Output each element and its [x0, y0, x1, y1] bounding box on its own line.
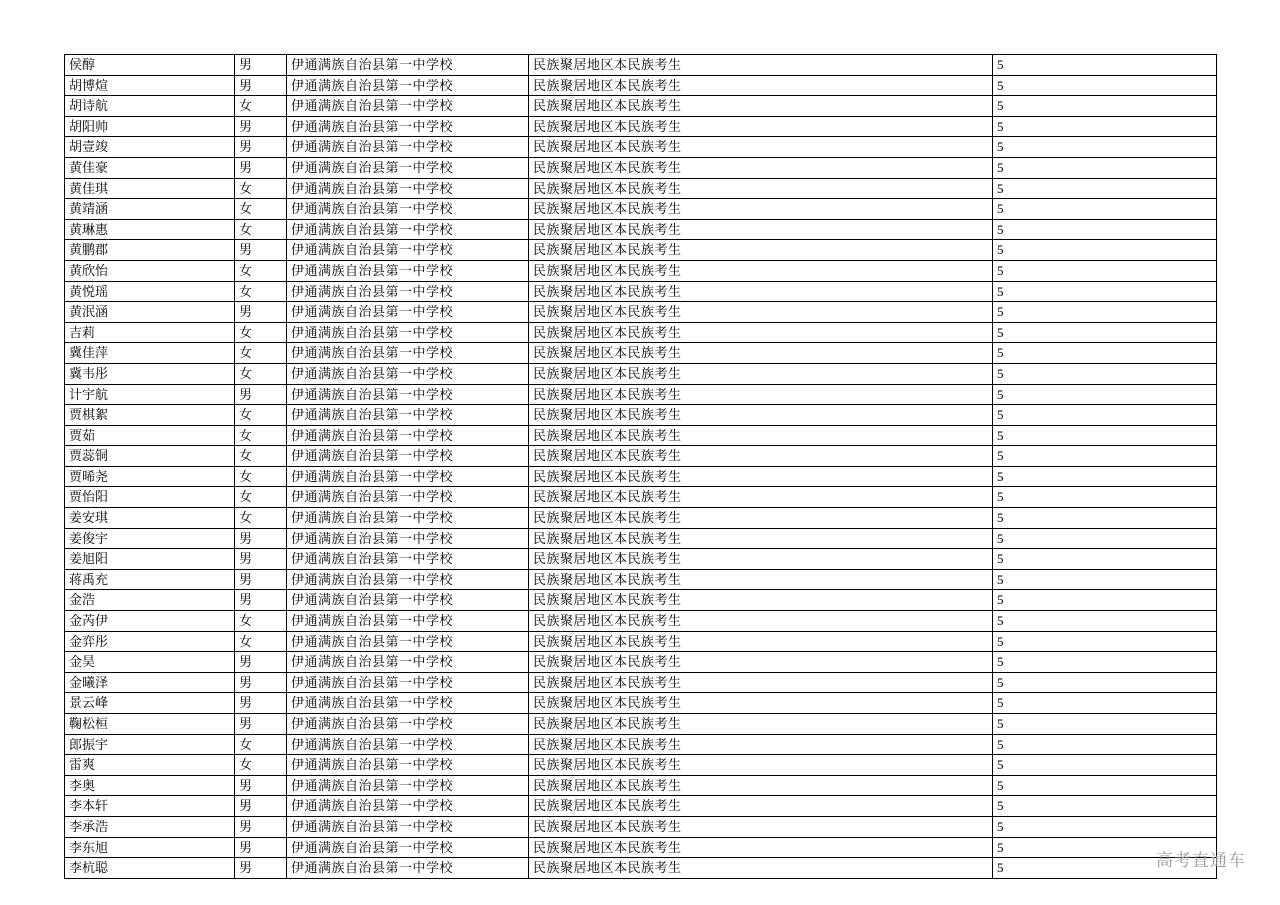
table-row [65, 322, 1217, 343]
cell-bonus-score: 5 [993, 714, 1217, 735]
cell-student-name: 黄欣怡 [65, 260, 235, 281]
cell-student-name: 李奥 [65, 775, 235, 796]
cell-student-name: 黄佳豪 [65, 157, 235, 178]
table-row [65, 672, 1217, 693]
cell-bonus-score: 5 [993, 219, 1217, 240]
cell-qualification-type: 民族聚居地区本民族考生 [529, 672, 993, 693]
cell-school: 伊通满族自治县第一中学校 [287, 549, 529, 570]
cell-student-name: 李东旭 [65, 837, 235, 858]
cell-gender: 男 [235, 569, 287, 590]
cell-gender: 女 [235, 466, 287, 487]
table-row [65, 590, 1217, 611]
cell-bonus-score: 5 [993, 260, 1217, 281]
cell-school: 伊通满族自治县第一中学校 [287, 405, 529, 426]
cell-student-name: 景云峰 [65, 693, 235, 714]
cell-student-name: 黄悦瑶 [65, 281, 235, 302]
cell-student-name: 黄靖涵 [65, 199, 235, 220]
table-row [65, 446, 1217, 467]
table-row [65, 219, 1217, 240]
cell-bonus-score: 5 [993, 405, 1217, 426]
cell-bonus-score: 5 [993, 178, 1217, 199]
cell-student-name: 侯醇 [65, 55, 235, 76]
cell-bonus-score: 5 [993, 199, 1217, 220]
cell-student-name: 金曦泽 [65, 672, 235, 693]
cell-student-name: 金芮伊 [65, 611, 235, 632]
cell-qualification-type: 民族聚居地区本民族考生 [529, 508, 993, 529]
cell-qualification-type: 民族聚居地区本民族考生 [529, 837, 993, 858]
table-row [65, 75, 1217, 96]
cell-school: 伊通满族自治县第一中学校 [287, 487, 529, 508]
cell-qualification-type: 民族聚居地区本民族考生 [529, 260, 993, 281]
cell-qualification-type: 民族聚居地区本民族考生 [529, 157, 993, 178]
table-row [65, 693, 1217, 714]
cell-student-name: 金昊 [65, 652, 235, 673]
cell-bonus-score: 5 [993, 508, 1217, 529]
cell-bonus-score: 5 [993, 363, 1217, 384]
cell-student-name: 姜俊宇 [65, 528, 235, 549]
cell-gender: 女 [235, 281, 287, 302]
table-row [65, 508, 1217, 529]
table-row [65, 96, 1217, 117]
cell-student-name: 胡壹竣 [65, 137, 235, 158]
cell-bonus-score: 5 [993, 55, 1217, 76]
table-row [65, 734, 1217, 755]
cell-bonus-score: 5 [993, 611, 1217, 632]
cell-qualification-type: 民族聚居地区本民族考生 [529, 652, 993, 673]
cell-student-name: 蒋禹充 [65, 569, 235, 590]
cell-school: 伊通满族自治县第一中学校 [287, 528, 529, 549]
cell-bonus-score: 5 [993, 116, 1217, 137]
cell-school: 伊通满族自治县第一中学校 [287, 508, 529, 529]
cell-school: 伊通满族自治县第一中学校 [287, 796, 529, 817]
cell-bonus-score: 5 [993, 343, 1217, 364]
cell-bonus-score: 5 [993, 590, 1217, 611]
cell-qualification-type: 民族聚居地区本民族考生 [529, 405, 993, 426]
cell-school: 伊通满族自治县第一中学校 [287, 569, 529, 590]
cell-school: 伊通满族自治县第一中学校 [287, 425, 529, 446]
cell-school: 伊通满族自治县第一中学校 [287, 157, 529, 178]
table-row [65, 796, 1217, 817]
table-row [65, 116, 1217, 137]
cell-school: 伊通满族自治县第一中学校 [287, 652, 529, 673]
cell-student-name: 雷爽 [65, 755, 235, 776]
cell-student-name: 冀韦彤 [65, 363, 235, 384]
cell-student-name: 黄鹏郡 [65, 240, 235, 261]
cell-school: 伊通满族自治县第一中学校 [287, 384, 529, 405]
cell-school: 伊通满族自治县第一中学校 [287, 446, 529, 467]
cell-qualification-type: 民族聚居地区本民族考生 [529, 714, 993, 735]
cell-gender: 男 [235, 157, 287, 178]
table-row [65, 466, 1217, 487]
cell-qualification-type: 民族聚居地区本民族考生 [529, 487, 993, 508]
cell-school: 伊通满族自治县第一中学校 [287, 343, 529, 364]
table-row [65, 302, 1217, 323]
table-row [65, 816, 1217, 837]
cell-school: 伊通满族自治县第一中学校 [287, 693, 529, 714]
cell-gender: 男 [235, 775, 287, 796]
table-row [65, 549, 1217, 570]
cell-gender: 女 [235, 446, 287, 467]
cell-bonus-score: 5 [993, 796, 1217, 817]
cell-bonus-score: 5 [993, 137, 1217, 158]
cell-qualification-type: 民族聚居地区本民族考生 [529, 199, 993, 220]
cell-gender: 男 [235, 816, 287, 837]
cell-gender: 女 [235, 487, 287, 508]
table-row [65, 775, 1217, 796]
cell-qualification-type: 民族聚居地区本民族考生 [529, 55, 993, 76]
cell-student-name: 郎振宇 [65, 734, 235, 755]
cell-student-name: 黄佳琪 [65, 178, 235, 199]
cell-school: 伊通满族自治县第一中学校 [287, 219, 529, 240]
cell-school: 伊通满族自治县第一中学校 [287, 466, 529, 487]
cell-bonus-score: 5 [993, 775, 1217, 796]
cell-gender: 男 [235, 549, 287, 570]
cell-gender: 女 [235, 755, 287, 776]
table-row [65, 425, 1217, 446]
table-row [65, 240, 1217, 261]
cell-bonus-score: 5 [993, 631, 1217, 652]
cell-school: 伊通满族自治县第一中学校 [287, 816, 529, 837]
table-row [65, 157, 1217, 178]
cell-student-name: 贾茹 [65, 425, 235, 446]
cell-gender: 男 [235, 528, 287, 549]
cell-school: 伊通满族自治县第一中学校 [287, 302, 529, 323]
cell-school: 伊通满族自治县第一中学校 [287, 363, 529, 384]
cell-school: 伊通满族自治县第一中学校 [287, 260, 529, 281]
table-row [65, 528, 1217, 549]
cell-student-name: 李本轩 [65, 796, 235, 817]
cell-gender: 女 [235, 405, 287, 426]
cell-school: 伊通满族自治县第一中学校 [287, 672, 529, 693]
cell-student-name: 贾蕊铜 [65, 446, 235, 467]
table-row [65, 55, 1217, 76]
cell-qualification-type: 民族聚居地区本民族考生 [529, 755, 993, 776]
cell-school: 伊通满族自治县第一中学校 [287, 240, 529, 261]
cell-qualification-type: 民族聚居地区本民族考生 [529, 116, 993, 137]
cell-qualification-type: 民族聚居地区本民族考生 [529, 178, 993, 199]
cell-school: 伊通满族自治县第一中学校 [287, 55, 529, 76]
cell-qualification-type: 民族聚居地区本民族考生 [529, 858, 993, 879]
table-row [65, 281, 1217, 302]
cell-student-name: 黄琳惠 [65, 219, 235, 240]
cell-gender: 女 [235, 96, 287, 117]
cell-bonus-score: 5 [993, 816, 1217, 837]
cell-student-name: 李承浩 [65, 816, 235, 837]
cell-student-name: 贾晞尧 [65, 466, 235, 487]
cell-bonus-score: 5 [993, 466, 1217, 487]
cell-qualification-type: 民族聚居地区本民族考生 [529, 446, 993, 467]
cell-gender: 女 [235, 343, 287, 364]
cell-qualification-type: 民族聚居地区本民族考生 [529, 569, 993, 590]
cell-school: 伊通满族自治县第一中学校 [287, 116, 529, 137]
cell-student-name: 姜安琪 [65, 508, 235, 529]
cell-qualification-type: 民族聚居地区本民族考生 [529, 611, 993, 632]
cell-qualification-type: 民族聚居地区本民族考生 [529, 796, 993, 817]
cell-student-name: 金弈彤 [65, 631, 235, 652]
cell-school: 伊通满族自治县第一中学校 [287, 755, 529, 776]
table-row [65, 569, 1217, 590]
cell-qualification-type: 民族聚居地区本民族考生 [529, 281, 993, 302]
cell-school: 伊通满族自治县第一中学校 [287, 281, 529, 302]
cell-gender: 男 [235, 137, 287, 158]
cell-student-name: 冀佳萍 [65, 343, 235, 364]
cell-qualification-type: 民族聚居地区本民族考生 [529, 322, 993, 343]
table-row [65, 611, 1217, 632]
cell-school: 伊通满族自治县第一中学校 [287, 775, 529, 796]
cell-gender: 男 [235, 652, 287, 673]
cell-bonus-score: 5 [993, 734, 1217, 755]
cell-bonus-score: 5 [993, 384, 1217, 405]
cell-school: 伊通满族自治县第一中学校 [287, 714, 529, 735]
cell-gender: 男 [235, 858, 287, 879]
table-row [65, 199, 1217, 220]
cell-gender: 女 [235, 611, 287, 632]
cell-gender: 女 [235, 734, 287, 755]
cell-qualification-type: 民族聚居地区本民族考生 [529, 96, 993, 117]
cell-school: 伊通满族自治县第一中学校 [287, 137, 529, 158]
cell-gender: 男 [235, 672, 287, 693]
cell-student-name: 金浩 [65, 590, 235, 611]
cell-gender: 女 [235, 425, 287, 446]
cell-gender: 男 [235, 384, 287, 405]
cell-school: 伊通满族自治县第一中学校 [287, 322, 529, 343]
cell-qualification-type: 民族聚居地区本民族考生 [529, 466, 993, 487]
cell-school: 伊通满族自治县第一中学校 [287, 858, 529, 879]
cell-school: 伊通满族自治县第一中学校 [287, 611, 529, 632]
cell-qualification-type: 民族聚居地区本民族考生 [529, 219, 993, 240]
cell-bonus-score: 5 [993, 549, 1217, 570]
cell-gender: 男 [235, 75, 287, 96]
table-row [65, 137, 1217, 158]
cell-qualification-type: 民族聚居地区本民族考生 [529, 693, 993, 714]
table-row [65, 755, 1217, 776]
cell-qualification-type: 民族聚居地区本民族考生 [529, 384, 993, 405]
cell-gender: 男 [235, 116, 287, 137]
cell-gender: 女 [235, 199, 287, 220]
cell-bonus-score: 5 [993, 858, 1217, 879]
table-row [65, 837, 1217, 858]
cell-qualification-type: 民族聚居地区本民族考生 [529, 631, 993, 652]
cell-student-name: 胡博煊 [65, 75, 235, 96]
cell-gender: 女 [235, 363, 287, 384]
cell-gender: 女 [235, 178, 287, 199]
cell-school: 伊通满族自治县第一中学校 [287, 837, 529, 858]
table-row [65, 631, 1217, 652]
cell-school: 伊通满族自治县第一中学校 [287, 96, 529, 117]
table-row [65, 714, 1217, 735]
roster-table-container [64, 54, 1216, 879]
cell-school: 伊通满族自治县第一中学校 [287, 590, 529, 611]
cell-qualification-type: 民族聚居地区本民族考生 [529, 549, 993, 570]
cell-qualification-type: 民族聚居地区本民族考生 [529, 425, 993, 446]
cell-school: 伊通满族自治县第一中学校 [287, 178, 529, 199]
table-row [65, 363, 1217, 384]
cell-student-name: 吉莉 [65, 322, 235, 343]
table-row [65, 487, 1217, 508]
cell-gender: 男 [235, 302, 287, 323]
cell-qualification-type: 民族聚居地区本民族考生 [529, 734, 993, 755]
cell-bonus-score: 5 [993, 652, 1217, 673]
cell-bonus-score: 5 [993, 528, 1217, 549]
cell-gender: 女 [235, 508, 287, 529]
cell-bonus-score: 5 [993, 446, 1217, 467]
cell-student-name: 计宇航 [65, 384, 235, 405]
table-row [65, 858, 1217, 879]
cell-school: 伊通满族自治县第一中学校 [287, 734, 529, 755]
cell-qualification-type: 民族聚居地区本民族考生 [529, 590, 993, 611]
cell-qualification-type: 民族聚居地区本民族考生 [529, 302, 993, 323]
table-row [65, 178, 1217, 199]
cell-bonus-score: 5 [993, 672, 1217, 693]
cell-qualification-type: 民族聚居地区本民族考生 [529, 363, 993, 384]
cell-gender: 男 [235, 837, 287, 858]
cell-bonus-score: 5 [993, 322, 1217, 343]
cell-student-name: 贾棋絮 [65, 405, 235, 426]
cell-gender: 女 [235, 219, 287, 240]
cell-student-name: 鞠松桓 [65, 714, 235, 735]
cell-qualification-type: 民族聚居地区本民族考生 [529, 343, 993, 364]
cell-student-name: 胡诗航 [65, 96, 235, 117]
cell-gender: 男 [235, 240, 287, 261]
table-row [65, 343, 1217, 364]
cell-bonus-score: 5 [993, 755, 1217, 776]
cell-gender: 女 [235, 260, 287, 281]
cell-student-name: 黄泯涵 [65, 302, 235, 323]
cell-school: 伊通满族自治县第一中学校 [287, 75, 529, 96]
roster-table-body [65, 55, 1217, 879]
cell-gender: 男 [235, 714, 287, 735]
cell-bonus-score: 5 [993, 569, 1217, 590]
cell-bonus-score: 5 [993, 487, 1217, 508]
cell-gender: 男 [235, 796, 287, 817]
cell-bonus-score: 5 [993, 281, 1217, 302]
cell-bonus-score: 5 [993, 157, 1217, 178]
cell-bonus-score: 5 [993, 75, 1217, 96]
cell-school: 伊通满族自治县第一中学校 [287, 199, 529, 220]
table-row [65, 405, 1217, 426]
cell-gender: 女 [235, 322, 287, 343]
cell-bonus-score: 5 [993, 240, 1217, 261]
cell-qualification-type: 民族聚居地区本民族考生 [529, 75, 993, 96]
cell-gender: 男 [235, 693, 287, 714]
roster-table [64, 54, 1217, 879]
cell-bonus-score: 5 [993, 302, 1217, 323]
cell-student-name: 李杭聪 [65, 858, 235, 879]
cell-qualification-type: 民族聚居地区本民族考生 [529, 240, 993, 261]
watermark-text: 高考直通车 [1156, 851, 1246, 870]
cell-bonus-score: 5 [993, 837, 1217, 858]
cell-school: 伊通满族自治县第一中学校 [287, 631, 529, 652]
cell-student-name: 胡阳帅 [65, 116, 235, 137]
cell-bonus-score: 5 [993, 96, 1217, 117]
cell-bonus-score: 5 [993, 425, 1217, 446]
cell-qualification-type: 民族聚居地区本民族考生 [529, 775, 993, 796]
cell-gender: 男 [235, 590, 287, 611]
cell-qualification-type: 民族聚居地区本民族考生 [529, 528, 993, 549]
cell-student-name: 姜旭阳 [65, 549, 235, 570]
cell-student-name: 贾怡阳 [65, 487, 235, 508]
table-row [65, 260, 1217, 281]
cell-qualification-type: 民族聚居地区本民族考生 [529, 816, 993, 837]
cell-bonus-score: 5 [993, 693, 1217, 714]
cell-qualification-type: 民族聚居地区本民族考生 [529, 137, 993, 158]
cell-gender: 男 [235, 55, 287, 76]
table-row [65, 652, 1217, 673]
table-row [65, 384, 1217, 405]
cell-gender: 女 [235, 631, 287, 652]
